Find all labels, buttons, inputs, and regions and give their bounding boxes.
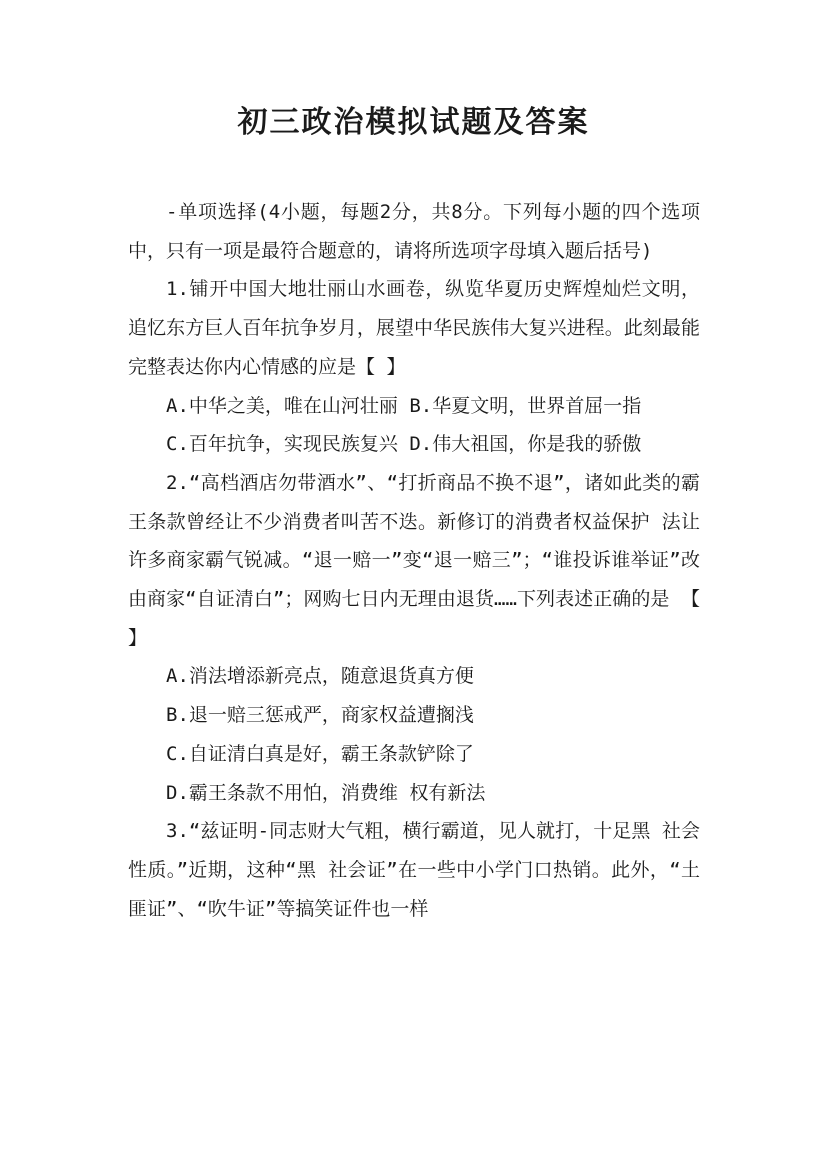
question-2-option-b: B.退一赔三惩戒严，商家权益遭搁浅 <box>166 704 474 727</box>
question-1-options-cd: C.百年抗争，实现民族复兴 D.伟大祖国，你是我的骄傲 <box>166 433 642 456</box>
question-2-option-a: A.消法增添新亮点，随意退货真方便 <box>166 665 474 688</box>
section-intro: -单项选择(4小题，每题2分，共8分。下列每小题的四个选项中，只有一项是最符合题意的，请将所选项字母填入题后括号) <box>128 201 700 262</box>
document-body <box>128 193 700 928</box>
question-2-option-d: D.霸王条款不用怕，消费维 权有新法 <box>166 781 486 804</box>
question-1-stem: 1.铺开中国大地壮丽山水画卷，纵览华夏历史辉煌灿烂文明，追忆东方巨人百年抗争岁月，展望中华民族伟大复兴进程。此刻最能完整表达你内心情感的应是【 】 <box>128 278 700 378</box>
question-2-option-c: C.自证清白真是好，霸王条款铲除了 <box>166 742 474 765</box>
document-title: 初三政治模拟试题及答案 <box>237 105 590 140</box>
question-1-options-ab: A.中华之美，唯在山河壮丽 B.华夏文明，世界首屈一指 <box>166 394 642 417</box>
question-2-stem: 2.“高档酒店勿带酒水”、“打折商品不换不退”，诸如此类的霸王条款曾经让不少消费者叫苦不迭。新修订的消费者权益保护 法让许多商家霸气锐减。“退一赔一”变“退一赔三”；“谁投诉谁举证”改由商家“自证清白”；网购七日内无理由退货……下列表述正确的是 【 】 <box>128 471 700 649</box>
question-3-stem: 3.“兹证明-同志财大气粗，横行霸道，见人就打，十足黑 社会性质。”近期，这种“黑 社会证”在一些中小学门口热销。此外，“土匪证”、“吹牛证”等搞笑证件也一样 <box>128 820 700 920</box>
